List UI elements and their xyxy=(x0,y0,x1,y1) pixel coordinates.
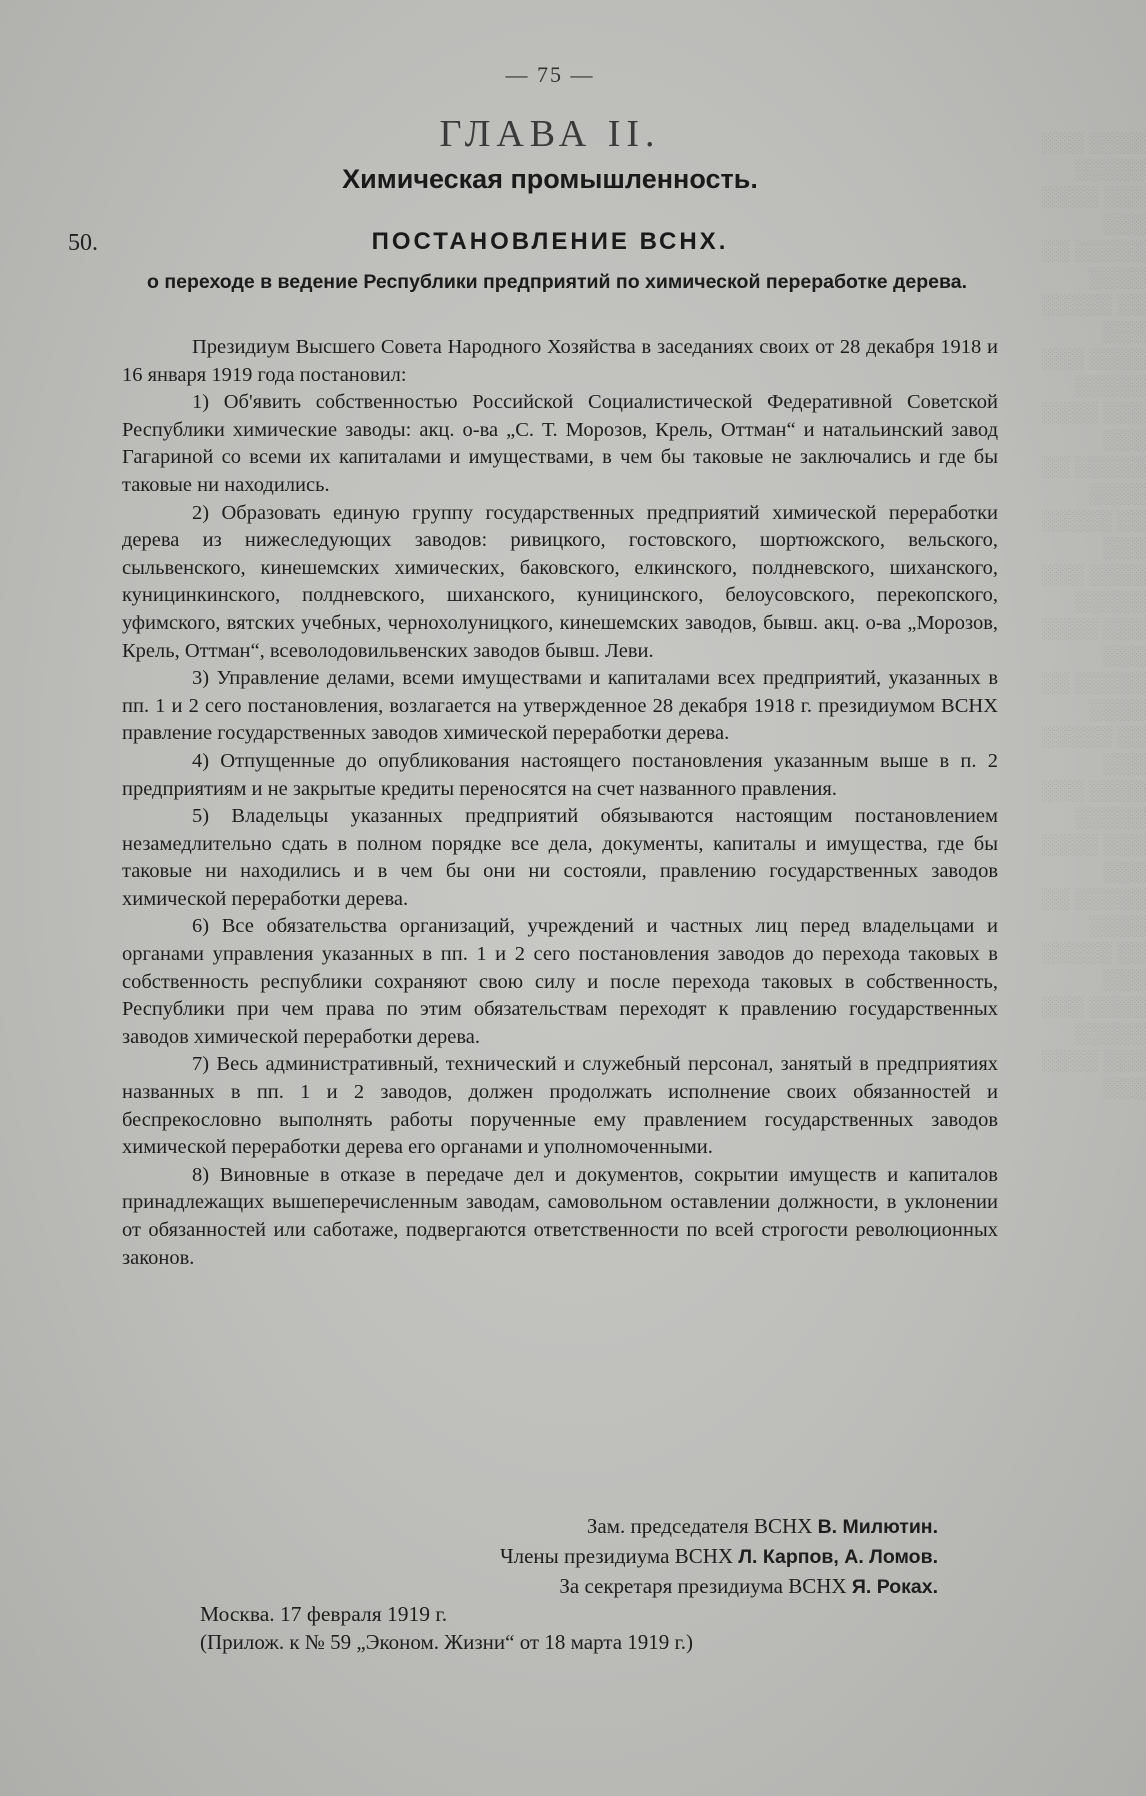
signature-line xyxy=(122,1542,938,1572)
signature-role: За секретаря президиума ВСНХ xyxy=(559,1574,847,1598)
paragraph-6: 6) Все обязательства организаций, учреждений и частных лиц перед владельцами и органами управления указанных в пп. 1 и 2 сего постановления заводов до перехода таковых в собственность республики сохраняют свою силу и после перехода таковых в собственность, Республики при чем права по этим обязательствам переходят к правлению государственных заводов химической переработки дерева. xyxy=(122,915,998,1048)
paragraph-5: 5) Владельцы указанных предприятий обязываются настоящим постановлением незамедлительно сдать в полном порядке все дела, документы, капиталы и имущества, где бы таковые ни находились и в чем бы они ни состояли, правлению государственных заводов химической переработки дерева. xyxy=(122,805,998,910)
document-number: 50. xyxy=(68,230,98,256)
paragraph-7: 7) Весь административный, технический и служебный персонал, занятый в предприятиях названных в пп. 1 и 2 заводов, должен продолжать исполнение своих обязанностей и беспрекословно выполнять работы порученные ему правлением государственных заводов химической переработки дерева его органами и уполномоченными. xyxy=(122,1053,998,1159)
signature-role: Члены президиума ВСНХ xyxy=(499,1544,734,1568)
page-number: — 75 — xyxy=(505,62,595,87)
document-body xyxy=(122,334,998,1272)
document-type-heading: ПОСТАНОВЛЕНИЕ ВСНХ. xyxy=(371,228,729,255)
section-title: Химическая промышленность. xyxy=(342,164,758,194)
signature-name: Я. Роках. xyxy=(851,1576,938,1598)
paragraph-preamble: Президиум Высшего Совета Народного Хозяйства в заседаниях своих от 28 декабря 1918 и 16 января 1919 года постановил: xyxy=(122,336,998,386)
paragraph-3: 3) Управление делами, всеми имуществами и капиталами всех предприятий, указанных в пп. 1 и 2 сего постановления, возлагается на утвержденное 28 декабря 1918 г. президиумом ВСНХ правление государственных заводов химической переработки дерева. xyxy=(122,667,998,745)
place-and-date: Москва. 17 февраля 1919 г. xyxy=(200,1602,448,1626)
paragraph-1: 1) Об'явить собственностью Российской Социалистической Федеративной Советской Республики химические заводы: акц. о-ва „С. Т. Морозов, Крель, Оттман“ и натальинский завод Гагариной со всеми их капиталами и имуществами, в чем бы таковые не заключались и где бы таковые ни находились. xyxy=(122,391,998,496)
signature-name: Л. Карпов, А. Ломов. xyxy=(738,1546,938,1568)
signature-line xyxy=(122,1572,938,1602)
bleed-through-texture: ░░░░ ░░░ ░░░░░ ░░░ ░░░░ ░░░ ░░░░░ ░░ ░░░░ ░░ ░░░░░ ░░░ ░░░░ ░░░ ░░░░░ ░░░ ░░░░ ░░░ ░░░░░ ░░ ░░░░ ░░ ░░░░░ ░░░ ░░░░ ░░░ ░░░░░ ░░░ ░░░░ ░░░ ░░░░░ ░░ ░░░░ ░░ ░░░░░ ░░░ ░░░░ ░░░ ░░░░░ ░░░ ░░░░ ░░░ ░░░░░ ░░ ░░░░ ░░ ░░░░░ ░░░ ░░░░ ░░░ ░░░░░ ░░░ ░░░░ ░░░ xyxy=(1041,132,1146,1099)
signature-line xyxy=(122,1512,938,1542)
signature-name: В. Милютин. xyxy=(817,1516,938,1538)
source-reference: (Прилож. к № 59 „Эконом. Жизни“ от 18 марта 1919 г.) xyxy=(200,1630,694,1654)
paragraph-2: 2) Образовать единую группу государственных предприятий химической переработки дерева из нижеследующих заводов: ривицкого, гостовского, шортюжского, вельского, сыльвенского, кинешемских химических, баковского, елкинского, полдневского, шиханского, куницинкинского, полдневского, шиханского, куницинского, белоусовского, перекопского, уфимского, вятских учебных, чернохолуницкого, кинешемских заводов, бывш. акц. о-ва „Морозов, Крель, Оттман“, всеволодовильвенских заводов бывш. Леви. xyxy=(122,501,998,662)
paragraph-4: 4) Отпущенные до опубликования настоящего постановления указанным выше в п. 2 предприятиям и не закрытые кредиты переносятся на счет названного правления. xyxy=(122,749,998,800)
document-subject: о переходе в ведение Республики предприятий по химической переработке дерева. xyxy=(147,271,967,293)
signature-block xyxy=(122,1512,938,1602)
signature-role: Зам. председателя ВСНХ xyxy=(586,1514,813,1538)
chapter-heading: ГЛАВА II. xyxy=(439,113,661,155)
paragraph-8: 8) Виновные в отказе в передаче дел и документов, сокрытии имуществ и капиталов принадлежащих вышеперечисленным заводам, самовольном оставлении должности, в уклонении от обязанностей или саботаже, подвергаются ответственности по всей строгости революционных законов. xyxy=(122,1163,998,1269)
